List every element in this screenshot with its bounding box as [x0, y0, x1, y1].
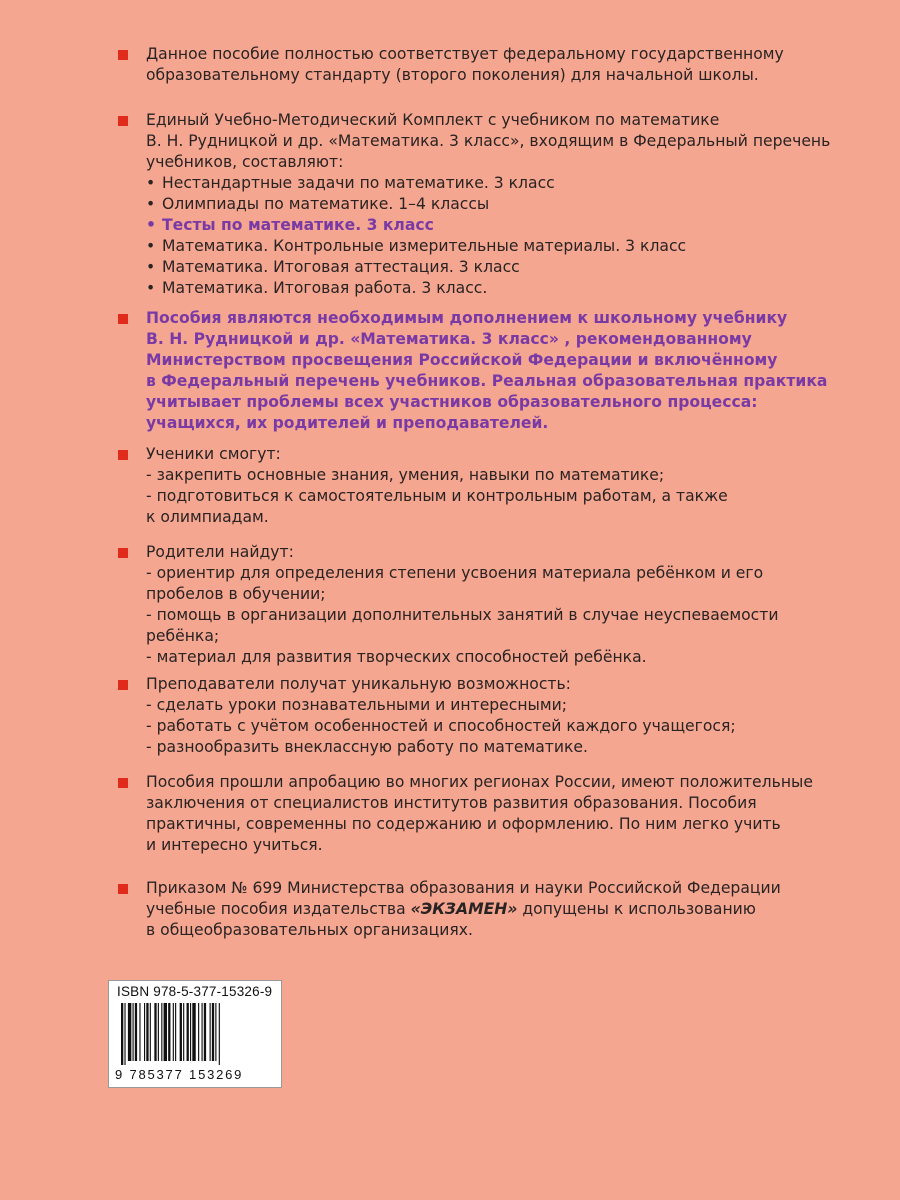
- text-line: Министерством просвещения Российской Федерации и включённому: [146, 351, 778, 369]
- text-line: В. Н. Рудницкой и др. «Математика. 3 класс», входящим в Федеральный перечень: [146, 132, 831, 150]
- text-line: образовательному стандарту (второго поколения) для начальной школы.: [146, 66, 759, 84]
- publisher-name: «ЭКЗАМЕН»: [410, 900, 518, 918]
- text-line: В. Н. Рудницкой и др. «Математика. 3 класс» , рекомендованному: [146, 330, 752, 348]
- barcode-bar: [150, 1003, 151, 1061]
- text-line: - сделать уроки познавательными и интересными;: [146, 696, 568, 714]
- text-line: Приказом № 699 Министерства образования и науки Российской Федерации: [146, 879, 781, 897]
- barcode-bar: [154, 1003, 156, 1061]
- red-square-bullet: [118, 450, 128, 460]
- section-standard: [118, 44, 878, 86]
- text-line: к олимпиадам.: [146, 508, 269, 526]
- section-order: [118, 878, 878, 941]
- text-line: учебников, составляют:: [146, 153, 344, 171]
- text-line: пробелов в обучении;: [146, 585, 326, 603]
- text-line: Преподаватели получат уникальную возможность:: [146, 675, 571, 693]
- barcode-bar: [204, 1003, 206, 1061]
- text-line: - работать с учётом особенностей и способностей каждого учащегося;: [146, 717, 736, 735]
- text-line: - подготовиться к самостоятельным и контрольным работам, а также: [146, 487, 728, 505]
- section-approbation: [118, 772, 878, 856]
- barcode-bar: [128, 1003, 131, 1061]
- barcode-bar: [133, 1003, 134, 1061]
- barcode-bar: [139, 1003, 140, 1061]
- section-complex: [118, 110, 878, 299]
- text-line: [146, 899, 878, 920]
- barcode-bar: [146, 1003, 148, 1061]
- barcode-bar: [219, 1003, 220, 1065]
- text-line: учащихся, их родителей и преподавателей.: [146, 414, 549, 432]
- barcode-bar: [202, 1003, 203, 1061]
- barcode-graphic: [121, 1003, 269, 1065]
- barcode-bar: [164, 1003, 167, 1061]
- barcode-bar: [175, 1003, 176, 1061]
- text-line: Единый Учебно-Методический Комплект с учебником по математике: [146, 111, 720, 129]
- list-item: • Математика. Контрольные измерительные материалы. 3 класс: [146, 236, 878, 257]
- barcode-bar: [215, 1003, 216, 1061]
- list-item: • Математика. Итоговая аттестация. 3 класс: [146, 257, 878, 278]
- text-line: заключения от специалистов институтов развития образования. Пособия: [146, 794, 757, 812]
- barcode-bar: [210, 1003, 211, 1061]
- text-line: в общеобразовательных организациях.: [146, 921, 473, 939]
- list-item: • Олимпиады по математике. 1–4 классы: [146, 194, 878, 215]
- barcode-bar: [158, 1003, 159, 1061]
- text-line: учитывает проблемы всех участников образовательного процесса:: [146, 393, 758, 411]
- text-line: Ученики смогут:: [146, 445, 281, 463]
- text-line: и интересно учиться.: [146, 836, 323, 854]
- red-square-bullet: [118, 548, 128, 558]
- barcode-bar: [212, 1003, 214, 1061]
- barcode-bar: [190, 1003, 191, 1061]
- text-line: практичны, современны по содержанию и оформлению. По ним легко учить: [146, 815, 781, 833]
- red-square-bullet: [118, 314, 128, 324]
- section-students: [118, 444, 878, 528]
- barcode-bar: [124, 1003, 125, 1065]
- barcode-bar: [173, 1003, 174, 1061]
- barcode-bar: [144, 1003, 145, 1061]
- text-line: в Федеральный перечень учебников. Реальная образовательная практика: [146, 372, 828, 390]
- text-line: Пособия являются необходимым дополнением к школьному учебнику: [146, 309, 788, 327]
- text-line: - материал для развития творческих способностей ребёнка.: [146, 648, 647, 666]
- barcode-bar: [121, 1003, 123, 1065]
- barcode-bar: [168, 1003, 170, 1061]
- barcode-bar: [192, 1003, 195, 1061]
- barcode-bar: [187, 1003, 189, 1061]
- text-line: Родители найдут:: [146, 543, 294, 561]
- text-line: - ориентир для определения степени усвоения материала ребёнком и его: [146, 564, 764, 582]
- barcode-bar: [161, 1003, 162, 1061]
- list-item: • Математика. Итоговая работа. 3 класс.: [146, 278, 878, 299]
- section-teachers: [118, 674, 878, 758]
- text-line: - разнообразить внеклассную работу по математике.: [146, 738, 588, 756]
- isbn-digits: 9 785377 153269: [115, 1067, 244, 1082]
- barcode-bar: [198, 1003, 199, 1061]
- text-fragment: допущены к использованию: [517, 900, 756, 918]
- red-square-bullet: [118, 680, 128, 690]
- text-fragment: учебные пособия издательства: [146, 900, 411, 918]
- text-line: Данное пособие полностью соответствует федеральному государственному: [146, 45, 784, 63]
- section-supplement: [118, 308, 878, 434]
- barcode-bar: [183, 1003, 184, 1061]
- list-item: • Нестандартные задачи по математике. 3 класс: [146, 173, 878, 194]
- isbn-label: ISBN 978-5-377-15326-9: [117, 984, 273, 999]
- barcode-bar: [180, 1003, 182, 1061]
- text-line: ребёнка;: [146, 627, 220, 645]
- text-line: - помощь в организации дополнительных занятий в случае неуспеваемости: [146, 606, 779, 624]
- isbn-barcode-box: [108, 980, 282, 1088]
- red-square-bullet: [118, 116, 128, 126]
- red-square-bullet: [118, 50, 128, 60]
- list-item-highlighted: • Тесты по математике. 3 класс: [146, 215, 878, 236]
- text-line: Пособия прошли апробацию во многих регионах России, имеют положительные: [146, 773, 813, 791]
- section-parents: [118, 542, 878, 668]
- text-line: - закрепить основные знания, умения, навыки по математике;: [146, 466, 665, 484]
- barcode-bar: [135, 1003, 137, 1061]
- red-square-bullet: [118, 884, 128, 894]
- red-square-bullet: [118, 778, 128, 788]
